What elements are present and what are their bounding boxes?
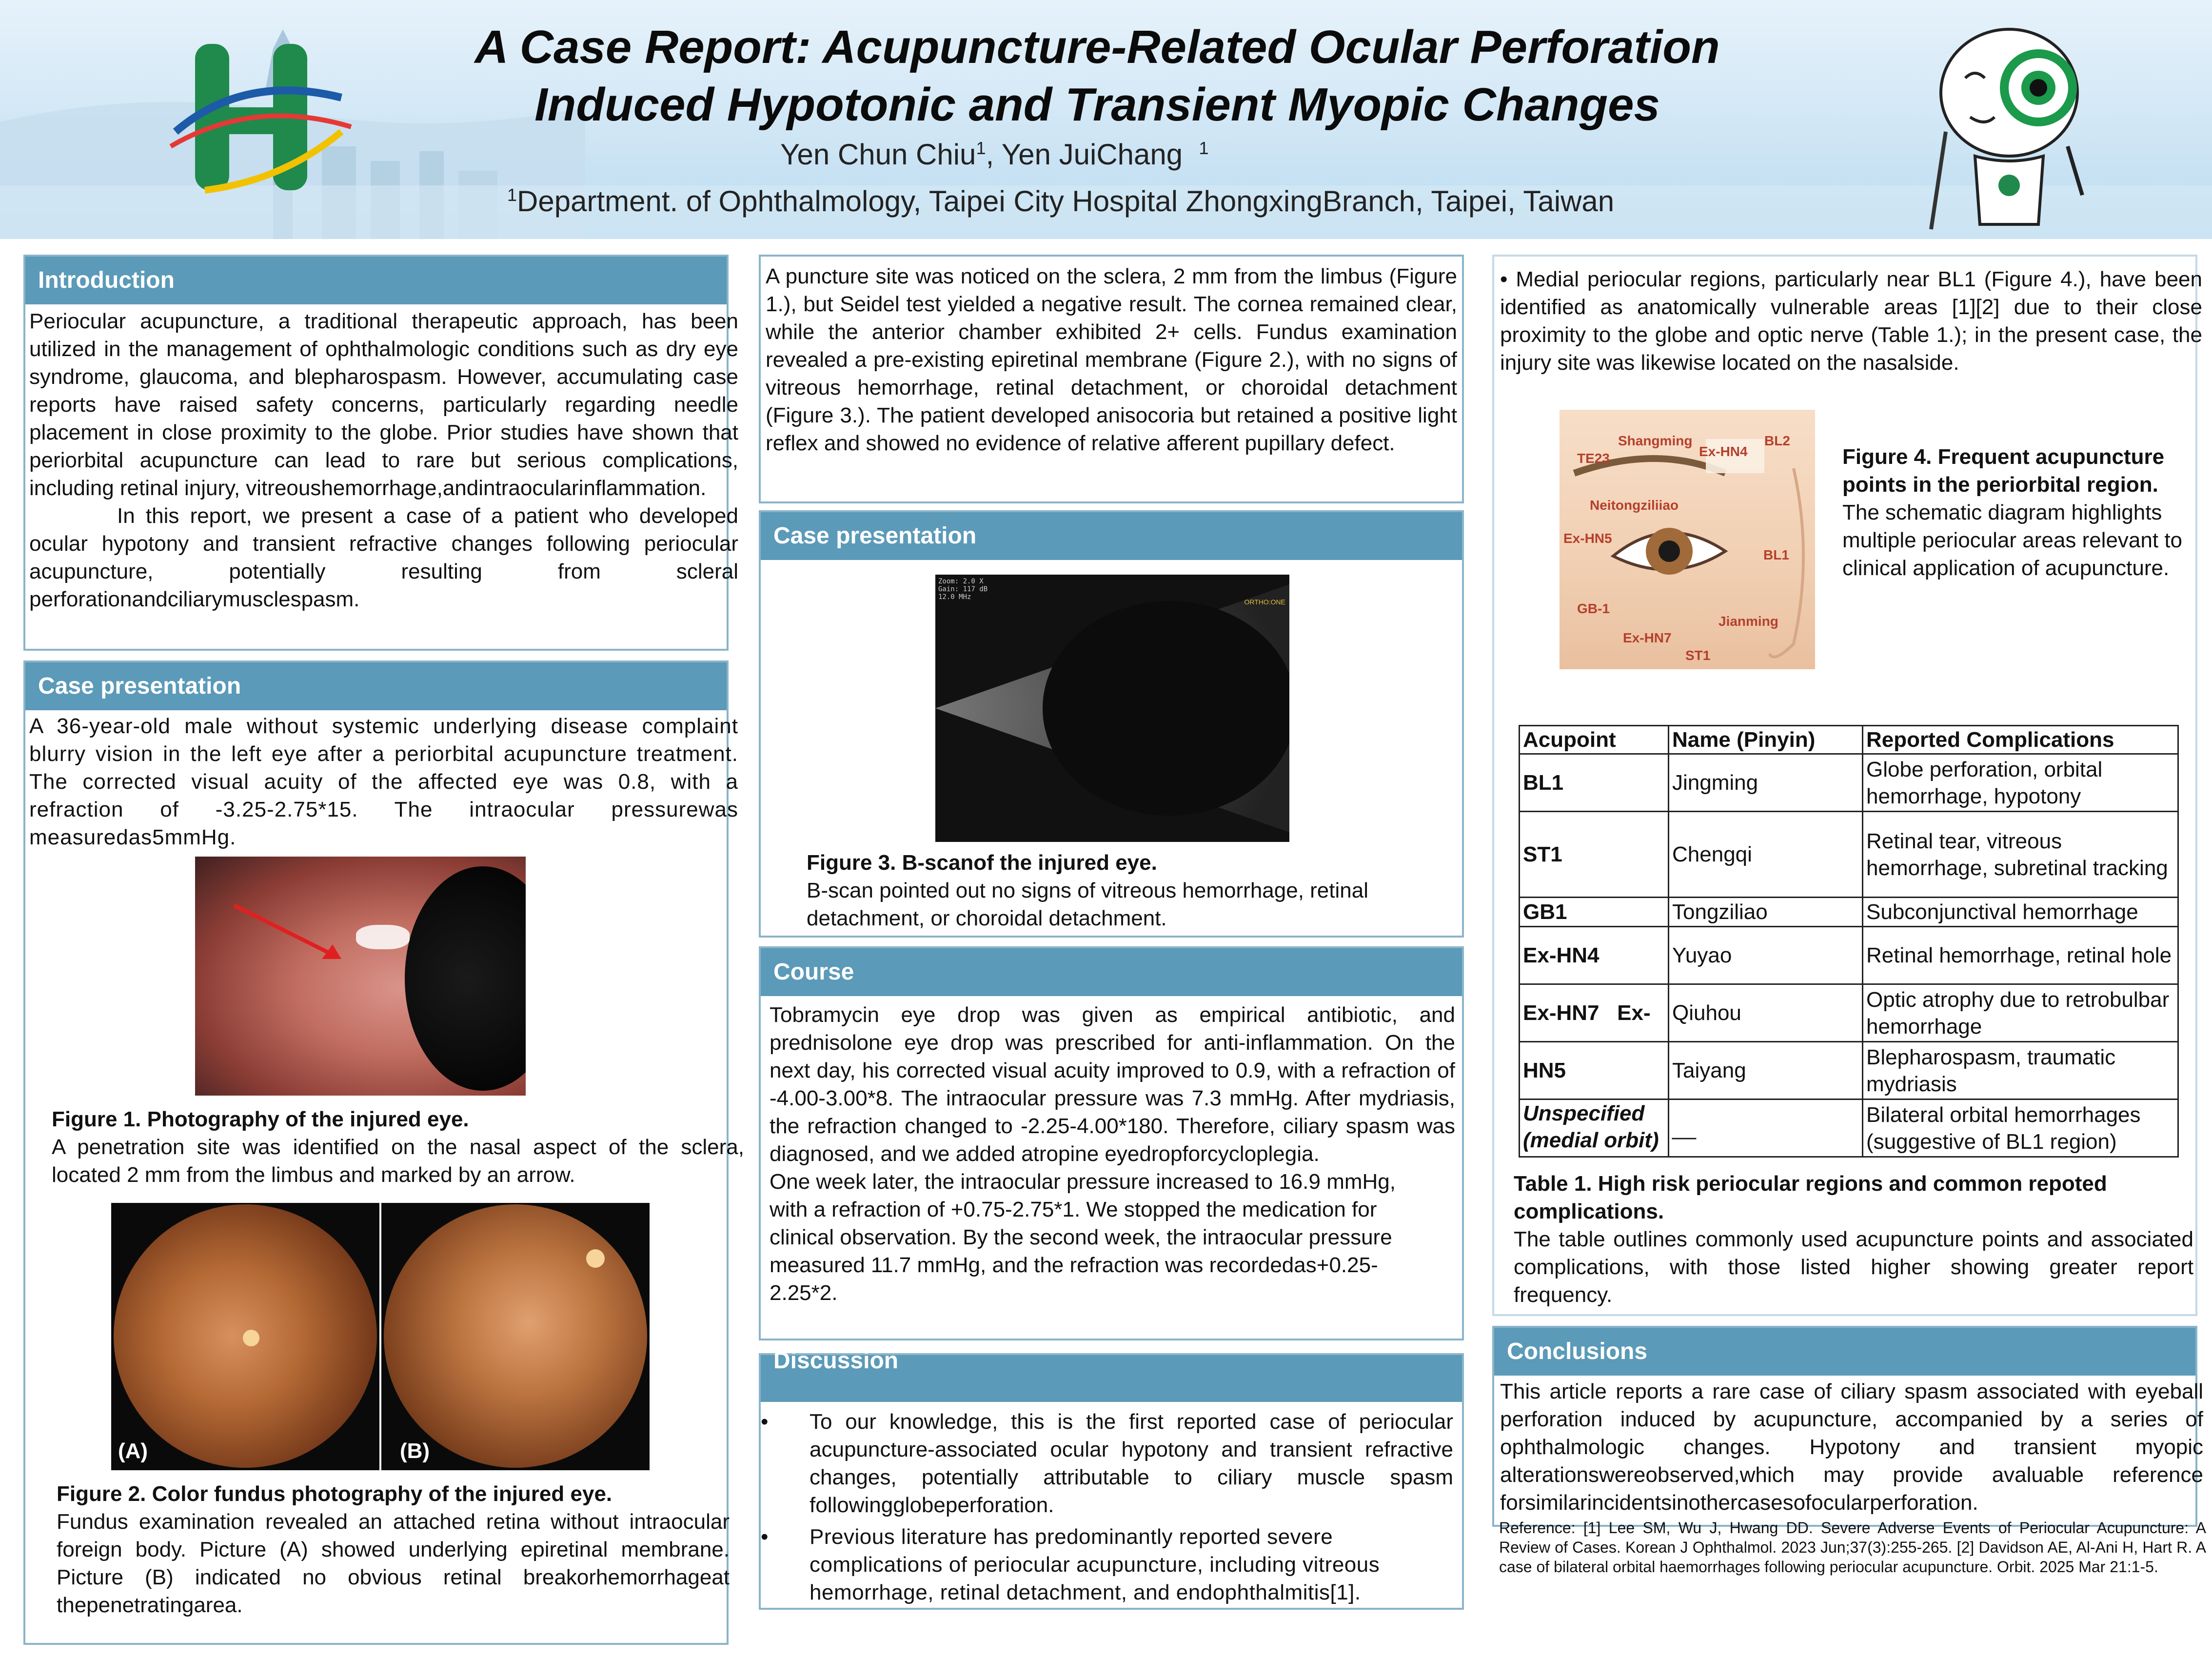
figure-4-title: Figure 4. Frequent acupuncture points in the periorbital region. — [1842, 445, 2165, 497]
acupoint-label-bl1: BL1 — [1763, 547, 1789, 562]
conclusions-panel — [1492, 1326, 2203, 1527]
affiliation — [507, 184, 1873, 218]
table-cell-acupoint: Ex-HN4 — [1520, 927, 1669, 984]
figure-4-caption-block — [1842, 443, 2193, 582]
affiliation-superscript: 1 — [507, 185, 517, 205]
table-row — [1520, 927, 2178, 984]
table-cell-acupoint: HN5 — [1520, 1042, 1669, 1099]
puncture-site-panel — [759, 255, 1464, 503]
acupoint-label-ex-hn7: Ex-HN7 — [1623, 630, 1672, 645]
table-header-name: Name (Pinyin) — [1669, 726, 1863, 754]
acupoint-label-jianming: Jianming — [1718, 614, 1778, 629]
fundus-photo-a — [111, 1203, 379, 1470]
authors — [780, 138, 1317, 171]
table-cell-complications: Optic atrophy due to retrobulbar hemorrhage — [1863, 984, 2178, 1042]
optic-disc-b — [586, 1249, 605, 1268]
table-row — [1520, 754, 2178, 812]
table-row — [1520, 1099, 2178, 1157]
table-cell-name: Taiyang — [1669, 1042, 1863, 1099]
table-cell-complications: Globe perforation, orbital hemorrhage, hypotony — [1863, 754, 2178, 812]
title-line-1: A Case Report: Acupuncture-Related Ocular Perforation — [474, 21, 1720, 73]
table-cell-complications: Bilateral orbital hemorrhages (suggestive of BL1 region) — [1863, 1099, 2178, 1157]
fundus-photo-b — [381, 1203, 650, 1470]
fundus-label-b: (B) — [400, 1439, 430, 1463]
table-row — [1520, 898, 2178, 927]
case-presentation-heading-2: Case presentation — [761, 512, 1462, 560]
discussion-item-1 — [761, 1408, 1453, 1519]
hospital-logo — [166, 34, 371, 205]
table-1-title: Table 1. High risk periocular regions and common repoted complications. — [1514, 1172, 2107, 1223]
introduction-body — [25, 304, 738, 613]
references: Reference: [1] Lee SM, Wu J, Hwang DD. Severe Adverse Events of Periocular Acupuncture: A Review of Cases. Korean J Ophthalmol. 2023 Jun;37(3):255-265. [2] Davidson AE, Al-Ani H, Hart R. A case of bilateral orbital haemorrhages following periocular acupuncture. Orbit. 2025 Mar 21:1-5. — [1499, 1519, 2206, 1576]
table-header-row — [1520, 726, 2178, 754]
figure-2-title: Figure 2. Color fundus photography of the injured eye. — [57, 1482, 612, 1506]
table-header-acupoint: Acupoint — [1520, 726, 1669, 754]
discussion-list — [761, 1402, 1462, 1606]
complications-table — [1519, 725, 2179, 1158]
conclusions-heading: Conclusions — [1494, 1328, 2195, 1376]
table-cell-complications: Blepharospasm, traumatic mydriasis — [1863, 1042, 2178, 1099]
table-cell-name: __ — [1669, 1099, 1863, 1157]
table-cell-acupoint: ST1 — [1520, 812, 1669, 898]
acupoint-label-bl2: BL2 — [1764, 433, 1790, 448]
table-row — [1520, 984, 2178, 1042]
affiliation-text: Department. of Ophthalmology, Taipei City Hospital ZhongxingBranch, Taipei, Taiwan — [517, 185, 1615, 218]
fundus-label-a: (A) — [118, 1439, 148, 1463]
b-scan-settings: Zoom: 2.0 X Gain: 117 dB 12.0 MHz — [938, 578, 988, 601]
discussion-panel — [759, 1348, 1464, 1610]
acupoint-label-gb-1: GB-1 — [1577, 601, 1610, 616]
table-1-caption: The table outlines commonly used acupuncture points and associated complications, with those listed higher showing greater report frequency. — [1514, 1227, 2193, 1307]
acupoint-label-ex-hn5: Ex-HN5 — [1563, 531, 1612, 546]
injured-eye-photo — [195, 857, 526, 1096]
course-heading: Course — [761, 948, 1462, 996]
table-row — [1520, 812, 2178, 898]
conclusions-text: This article reports a rare case of ciliary spasm associated with eyeball perforation induced by acupuncture, accompanied by a series of ophthalmologic changes. Hypotony and transient myopic alterationswereobserved,which may provide avaluable reference forsimilarincidentsinothercasesofocularperforation. — [1500, 1379, 2203, 1515]
course-text-1: Tobramycin eye drop was given as empirical antibiotic, and prednisolone eye drop was prescribed for anti-inflammation. On the next day, his corrected visual acuity improved to 0.9, with a refraction of -4.00-3.00*8. The intraocular pressure was 7.3 mmHg. After mydriasis, the refraction changed to -2.25-4.00*180. Therefore, ciliary spasm was diagnosed, and we added atropine eyedropforcycloplegia. — [770, 1003, 1455, 1166]
acupoint-label-shangming: Shangming — [1618, 433, 1693, 448]
poster-title — [371, 19, 1824, 134]
table-cell-complications: Subconjunctival hemorrhage — [1863, 898, 2178, 927]
b-scan-image — [935, 575, 1289, 842]
introduction-panel — [23, 255, 738, 651]
acupoint-label-neitongziliiao: Neitongziliiao — [1590, 498, 1679, 513]
table-cell-acupoint: BL1 — [1520, 754, 1669, 812]
introduction-paragraph-1: Periocular acupuncture, a traditional therapeutic approach, has been utilized in the management of ophthalmologic conditions such as dry eye syndrome, glaucoma, and blepharospasm. However, accumulating case reports have raised safety concerns, particularly regarding needle placement in close proximity to the globe. Prior studies have shown that periorbital acupuncture can lead to rare but serious complications, including retinal injury, vitreoushemorrhage,andintraocularinflammation. — [29, 309, 738, 500]
table-cell-name: Qiuhou — [1669, 984, 1863, 1042]
optic-disc-a — [243, 1330, 259, 1346]
table-row — [1520, 1042, 2178, 1099]
figure-4-caption: The schematic diagram highlights multiple periocular areas relevant to clinical application of acupuncture. — [1842, 500, 2183, 580]
puncture-site-text: A puncture site was noticed on the sclera, 2 mm from the limbus (Figure 1.), but Seidel test yielded a negative result. The cornea remained clear, while the anterior chamber exhibited 2+ cells. Fundus examination revealed a pre-existing epiretinal membrane (Figure 2.), with no signs of vitreous hemorrhage, retinal detachment, or choroidal detachment (Figure 3.). The patient developed anisocoria but retained a positive light reflex and showed no evidence of relative afferent pupillary defect. — [766, 264, 1457, 455]
author-2: , Yen JuiChang — [986, 138, 1183, 171]
periocular-regions-panel — [1492, 255, 2202, 1316]
introduction-paragraph-2: In this report, we present a case of a patient who developed ocular hypotony and transient refractive changes following periocular acupuncture, potentially resulting from scleral perforationandciliarymusclespasm. — [29, 504, 738, 611]
acupoint-label-te23: TE23 — [1577, 451, 1610, 466]
table-cell-name: Chengqi — [1669, 812, 1863, 898]
figure-3-title: Figure 3. B-scanof the injured eye. — [807, 851, 1157, 875]
medial-periocular-text: • Medial periocular regions, particularly near BL1 (Figure 4.), have been identified as anatomically vulnerable areas [1][2] due to their close proximity to the globe and optic nerve (Table 1.); in the present case, the injury site was likewise located on the nasalside. — [1500, 267, 2202, 375]
discussion-text-1: To our knowledge, this is the first reported case of periocular acupuncture-associated ocular hypotony and transient refractive changes, potentially attributable to ciliary muscle spasm followingglobeperforation. — [810, 1410, 1453, 1517]
table-cell-name: Jingming — [1669, 754, 1863, 812]
figure-1-caption-block — [52, 1105, 744, 1189]
course-panel — [759, 946, 1464, 1340]
table-cell-acupoint: Unspecified (medial orbit) — [1520, 1099, 1669, 1157]
introduction-heading: Introduction — [25, 257, 727, 304]
table-cell-name: Tongziliao — [1669, 898, 1863, 927]
eye-mascot-icon — [1921, 20, 2097, 234]
title-line-2: Induced Hypotonic and Transient Myopic Changes — [534, 79, 1660, 131]
table-header-complications: Reported Complications — [1863, 726, 2178, 754]
acupoint-label-ex-hn4: Ex-HN4 — [1699, 444, 1748, 459]
discussion-item-2 — [761, 1523, 1453, 1606]
table-cell-acupoint: Ex-HN7 Ex- — [1520, 984, 1669, 1042]
table-cell-name: Yuyao — [1669, 927, 1863, 984]
figure-1-title: Figure 1. Photography of the injured eye. — [52, 1107, 469, 1131]
table-cell-complications: Retinal tear, vitreous hemorrhage, subretinal tracking — [1863, 812, 2178, 898]
course-body — [761, 996, 1455, 1307]
figure-3-caption-block — [807, 849, 1455, 932]
bullet-dot-1: • — [761, 1410, 769, 1434]
poster-header — [0, 0, 2212, 239]
b-scan-tag: ORTHO:ONE — [1244, 598, 1285, 606]
figure-1-caption: A penetration site was identified on the nasal aspect of the sclera, located 2 mm from the limbus and marked by an arrow. — [52, 1135, 744, 1187]
case-presentation-heading-1: Case presentation — [25, 662, 727, 710]
figure-2-caption-block — [57, 1480, 730, 1619]
course-text-2: One week later, the intraocular pressure increased to 16.9 mmHg, with a refraction of +0.75-2.75*1. We stopped the medication for clinical observation. By the second week, the intraocular pressure measured 11.7 mmHg, and the refraction was recordedas+0.25-2.25*2. — [770, 1170, 1396, 1305]
table-cell-complications: Retinal hemorrhage, retinal hole — [1863, 927, 2178, 984]
discussion-heading: Discussion — [761, 1355, 1462, 1402]
table-cell-acupoint: GB1 — [1520, 898, 1669, 927]
case-presentation-panel-2 — [759, 510, 1464, 938]
acupoint-diagram — [1560, 410, 1815, 669]
b-scan-fan — [935, 575, 1289, 842]
case-presentation-text: A 36-year-old male without systemic underlying disease complaint blurry vision in the left eye after a periorbital acupuncture treatment. The corrected visual acuity of the affected eye was 0.8, with a refraction of -3.25-2.75*15. The intraocular pressurewas measuredas5mmHg. — [29, 714, 738, 849]
author-2-superscript: 1 — [1199, 138, 1209, 158]
discussion-text-2: Previous literature has predominantly reported severe complications of periocular acupuncture, including vitreous hemorrhage, retinal detachment, and endophthalmitis[1]. — [810, 1525, 1380, 1604]
bullet-dot-2: • — [761, 1525, 769, 1549]
acupoint-label-st1: ST1 — [1685, 648, 1711, 663]
red-arrow-icon — [195, 857, 526, 1096]
author-1-superscript: 1 — [976, 138, 986, 158]
fundus-disc-b — [384, 1204, 647, 1468]
figure-2-caption: Fundus examination revealed an attached retina without intraocular foreign body. Picture (A) showed underlying epiretinal membrane. Picture (B) indicated no obvious retinal breakorhemorrhageat thepenetratingarea. — [57, 1510, 730, 1617]
author-1: Yen Chun Chiu — [780, 138, 976, 171]
table-1-caption-block — [1514, 1170, 2193, 1309]
case-presentation-panel-1 — [23, 660, 744, 1645]
figure-3-caption: B-scan pointed out no signs of vitreous hemorrhage, retinal detachment, or choroidal detachment. — [807, 879, 1368, 930]
